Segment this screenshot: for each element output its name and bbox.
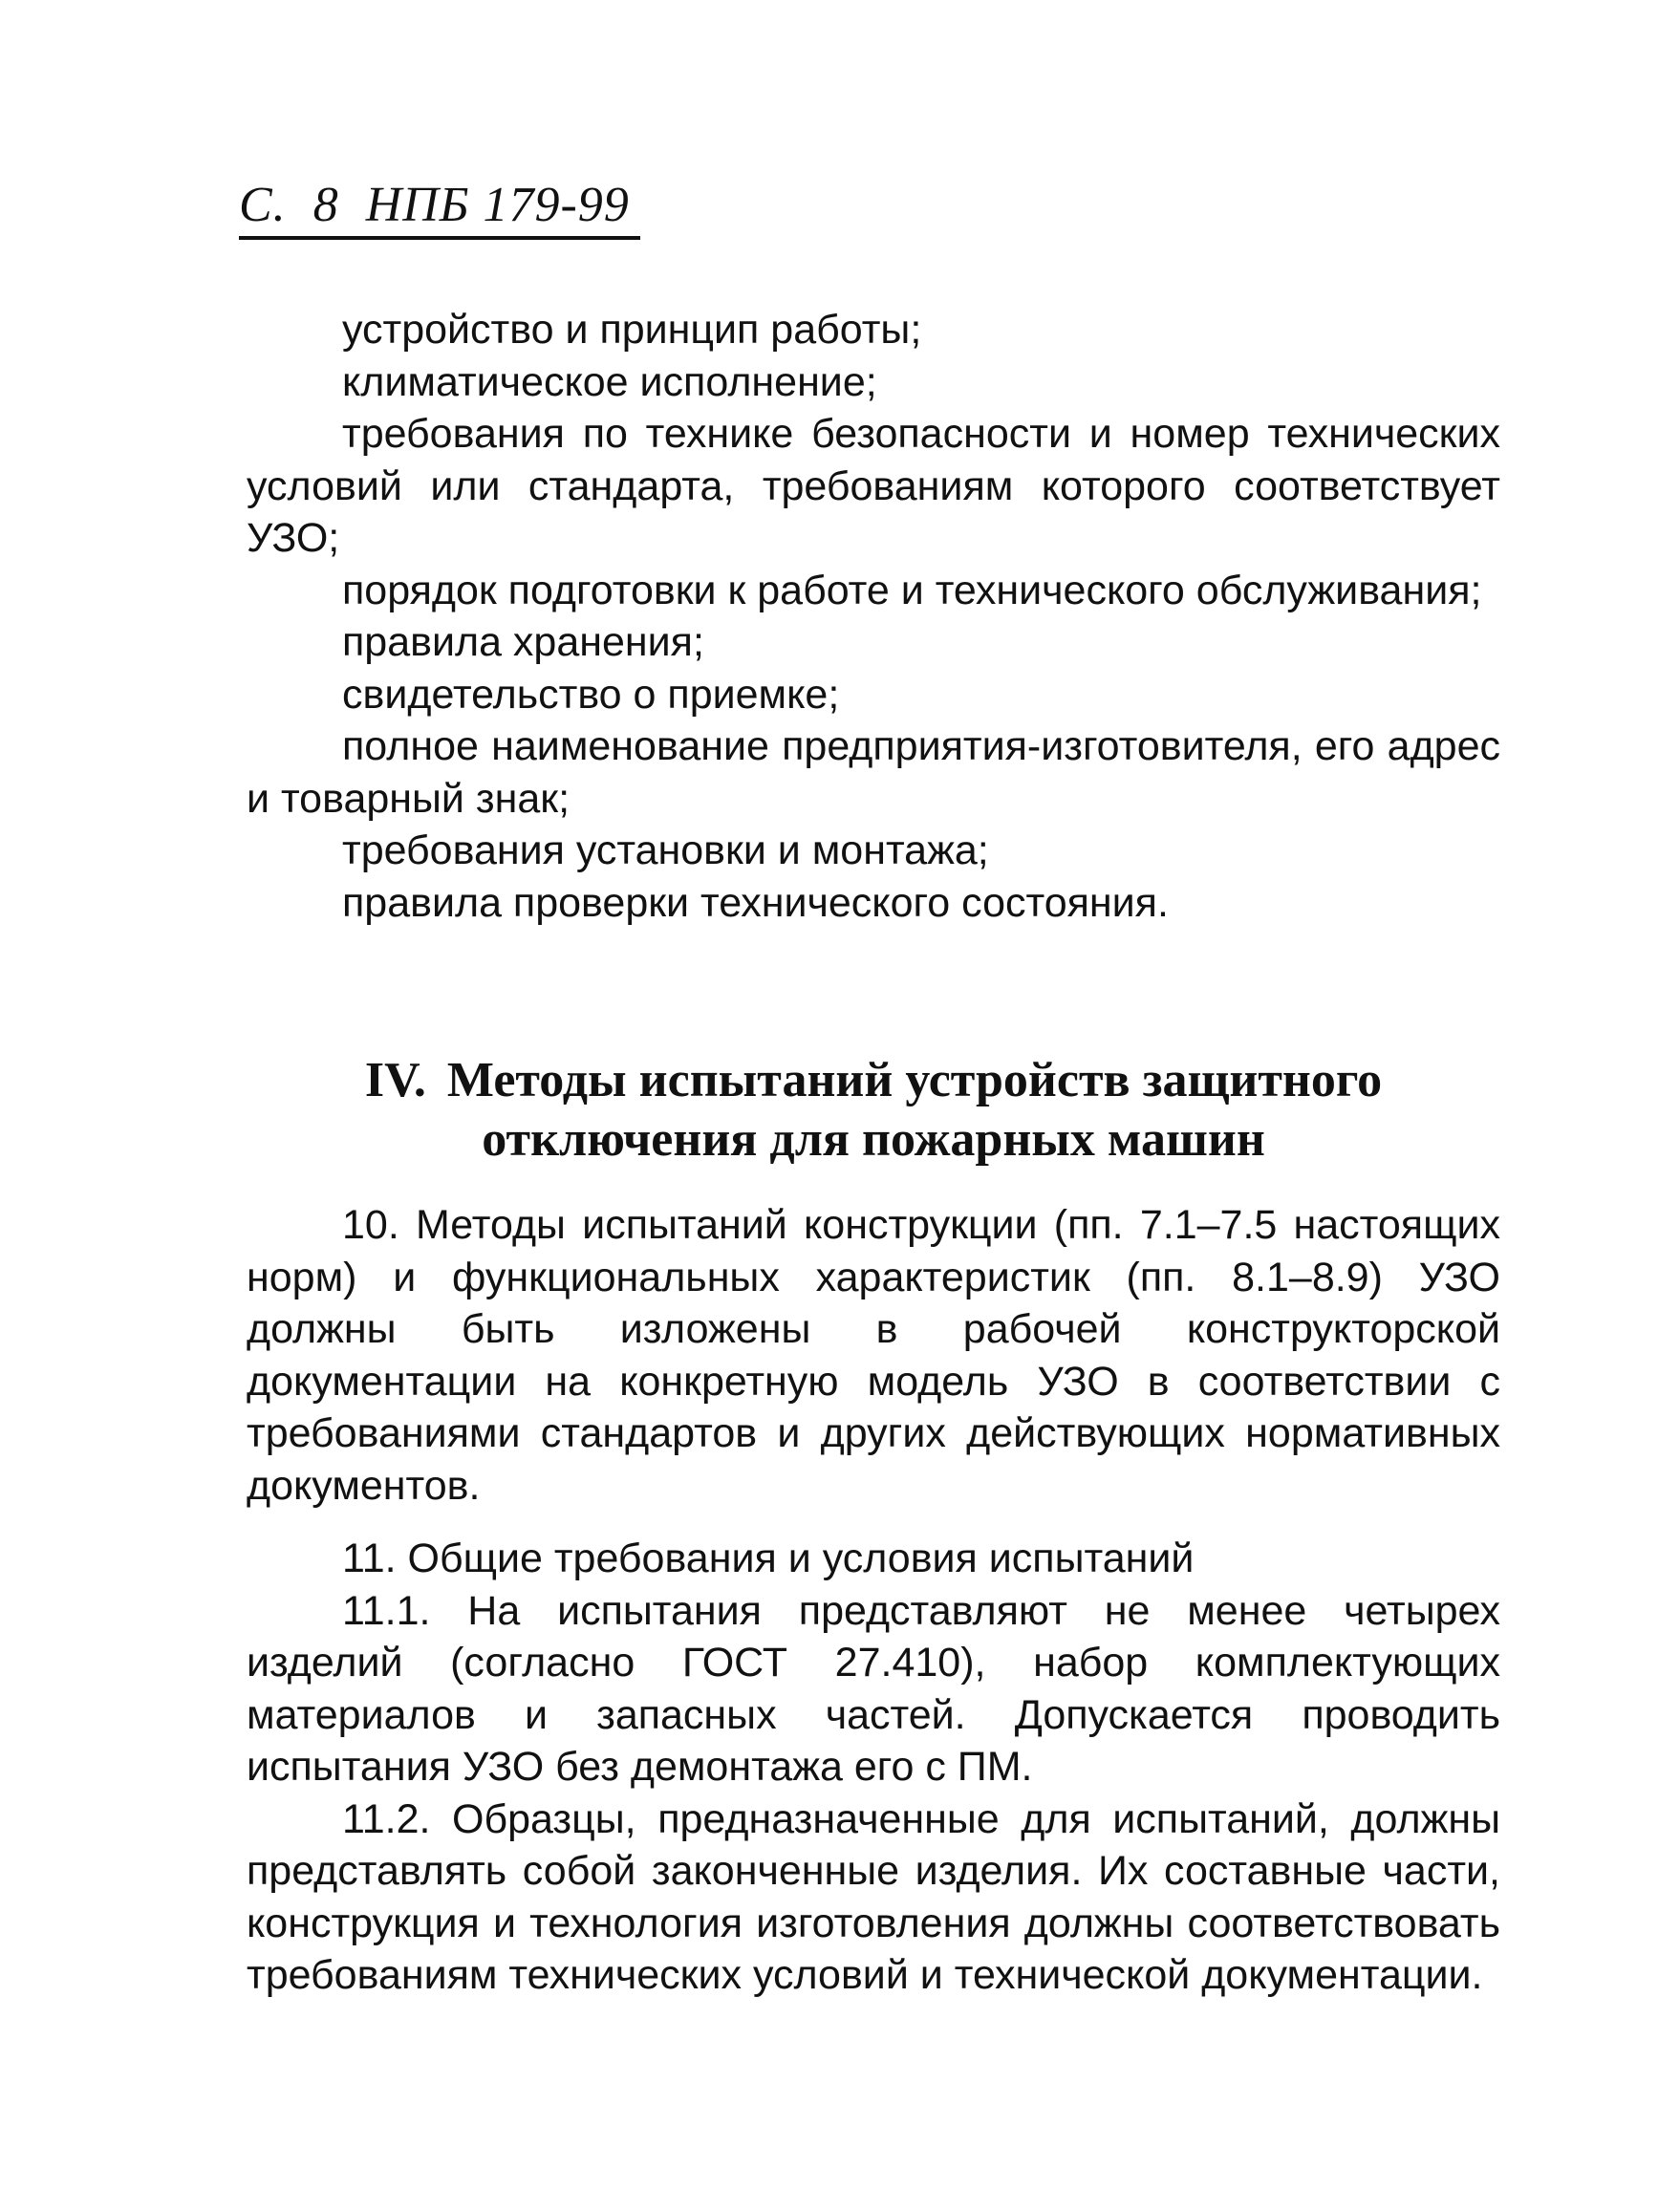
paragraph-11-1: 11.1. На испытания представляют не менее четырех изделий (согласно ГОСТ 27.410), набор комплектующих материалов и запасных частей. Допускается проводить испытания УЗО без демонтажа его с ПМ. xyxy=(247,1587,1500,1790)
section-number: IV. xyxy=(364,1053,426,1107)
list-item: порядок подготовки к работе и технического обслуживания; xyxy=(342,567,1482,613)
section-body xyxy=(247,1199,1500,2002)
page-header xyxy=(239,177,657,234)
paragraph-11-2: 11.2. Образцы, предназначенные для испытаний, должны представлять собой законченные изделия. Их составные части, конструкция и технология изготовления должны соответствовать требованиям технических условий и технической документации. xyxy=(247,1795,1500,1998)
contents-list xyxy=(247,304,1500,929)
section-title-line2: отключения для пожарных машин xyxy=(482,1112,1265,1167)
page-prefix: С. xyxy=(239,178,287,232)
section-heading xyxy=(247,1051,1500,1170)
paragraph-gap xyxy=(247,1512,1500,1533)
page-number: 8 xyxy=(312,178,339,232)
paragraph-11: 11. Общие требования и условия испытаний xyxy=(342,1536,1195,1581)
document-code: НПБ 179-99 xyxy=(365,178,630,232)
section-heading-line1 xyxy=(247,1051,1500,1110)
list-item: требования по технике безопасности и номер технических условий или стандарта, требованиям которого соответствует УЗО; xyxy=(247,411,1500,561)
header-underline xyxy=(239,236,640,240)
section-title-line1: Методы испытаний устройств защитного xyxy=(446,1053,1383,1107)
list-item: полное наименование предприятия-изготовителя, его адрес и товарный знак; xyxy=(247,723,1500,822)
list-item: правила проверки технического состояния. xyxy=(342,879,1169,926)
list-item: климатическое исполнение; xyxy=(342,358,877,405)
list-item: правила хранения; xyxy=(342,619,704,665)
list-item: требования установки и монтажа; xyxy=(342,827,989,873)
list-item: устройство и принцип работы; xyxy=(342,307,922,353)
list-item: свидетельство о приемке; xyxy=(342,671,840,718)
paragraph-10: 10. Методы испытаний конструкции (пп. 7.1–7.5 настоящих норм) и функциональных характеристик (пп. 8.1–8.9) УЗО должны быть изложены в рабочей конструкторской документации на конкретную модель УЗО в соответствии с требованиями стандартов и других действующих нормативных документов. xyxy=(247,1202,1500,1509)
